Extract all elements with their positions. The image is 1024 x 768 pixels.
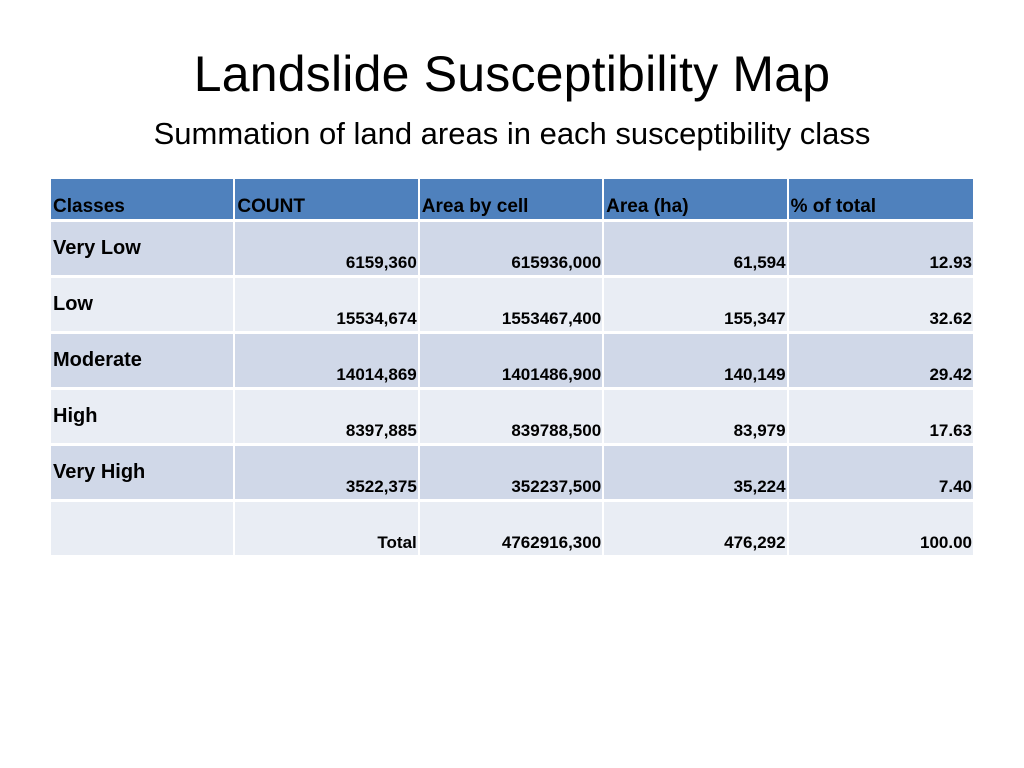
header-count: COUNT <box>235 179 419 222</box>
cell-area-by-cell: 4762916,300 <box>420 502 604 558</box>
susceptibility-table <box>51 179 973 558</box>
cell-percent: 12.93 <box>789 222 973 278</box>
slide-title: Landslide Susceptibility Map <box>193 46 831 102</box>
cell-area-ha: 35,224 <box>604 446 788 502</box>
cell-area-by-cell: 1401486,900 <box>420 334 604 390</box>
cell-percent: 7.40 <box>789 446 973 502</box>
cell-class: Low <box>51 278 235 334</box>
cell-percent: 17.63 <box>789 390 973 446</box>
cell-total-label: Total <box>235 502 419 558</box>
slide-subtitle: Summation of land areas in each susceptibility class <box>153 116 871 151</box>
table-row <box>51 222 973 278</box>
table-row <box>51 446 973 502</box>
cell-area-ha: 83,979 <box>604 390 788 446</box>
table-header-row <box>51 179 973 222</box>
cell-area-by-cell: 615936,000 <box>420 222 604 278</box>
cell-percent: 32.62 <box>789 278 973 334</box>
cell-area-ha: 476,292 <box>604 502 788 558</box>
cell-class <box>51 502 235 558</box>
cell-class: Very High <box>51 446 235 502</box>
header-percent-total: % of total <box>789 179 973 222</box>
table-row <box>51 390 973 446</box>
cell-area-by-cell: 1553467,400 <box>420 278 604 334</box>
cell-percent: 100.00 <box>789 502 973 558</box>
table-row <box>51 278 973 334</box>
header-area-by-cell: Area by cell <box>420 179 604 222</box>
cell-class: Moderate <box>51 334 235 390</box>
cell-count: 14014,869 <box>235 334 419 390</box>
cell-percent: 29.42 <box>789 334 973 390</box>
cell-class: High <box>51 390 235 446</box>
cell-area-ha: 140,149 <box>604 334 788 390</box>
cell-area-by-cell: 839788,500 <box>420 390 604 446</box>
header-classes: Classes <box>51 179 235 222</box>
table-total-row <box>51 502 973 558</box>
header-area-ha: Area (ha) <box>604 179 788 222</box>
cell-count: 6159,360 <box>235 222 419 278</box>
cell-count: 3522,375 <box>235 446 419 502</box>
cell-area-ha: 155,347 <box>604 278 788 334</box>
cell-area-ha: 61,594 <box>604 222 788 278</box>
table-row <box>51 334 973 390</box>
cell-area-by-cell: 352237,500 <box>420 446 604 502</box>
cell-count: 8397,885 <box>235 390 419 446</box>
cell-class: Very Low <box>51 222 235 278</box>
cell-count: 15534,674 <box>235 278 419 334</box>
